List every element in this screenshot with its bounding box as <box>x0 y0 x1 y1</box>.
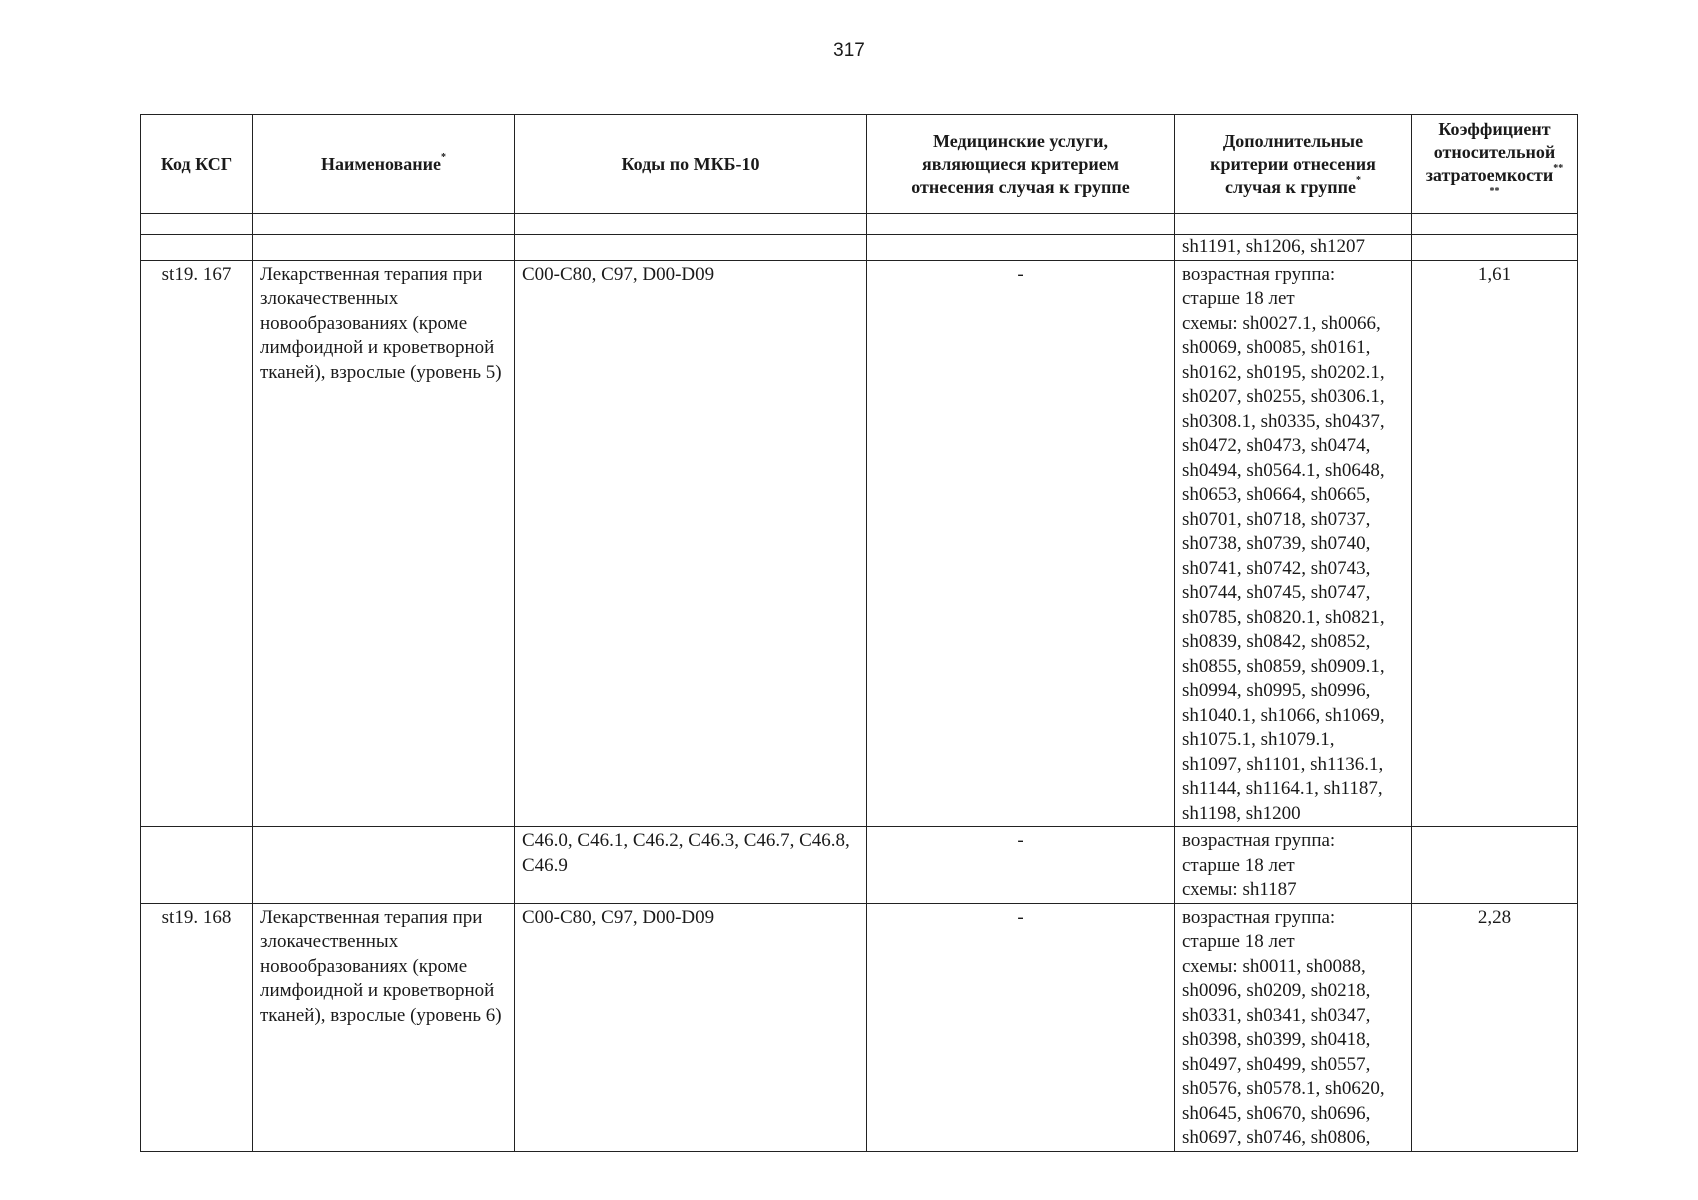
cell-services: - <box>867 903 1175 1151</box>
continuation-row <box>141 235 1578 261</box>
header-mkb: Коды по МКБ-10 <box>515 115 867 214</box>
cell-mkb: C46.0, C46.1, C46.2, C46.3, C46.7, C46.8, C46.9 <box>515 827 867 904</box>
header-code: Код КСГ <box>141 115 253 214</box>
criteria-line: sh0472, sh0473, sh0474, <box>1182 435 1371 456</box>
criteria-line: sh1097, sh1101, sh1136.1, <box>1182 753 1384 775</box>
criteria-line: sh0494, sh0564.1, sh0648, <box>1182 459 1385 481</box>
cell-coef: 1,61 <box>1412 260 1578 827</box>
criteria-line: sh0207, sh0255, sh0306.1, <box>1182 386 1385 407</box>
criteria-line: sh0855, sh0859, sh0909.1, <box>1182 655 1385 677</box>
footnote-mark: * <box>441 151 446 163</box>
cell-mkb: C00-C80, C97, D00-D09 <box>515 903 867 1151</box>
criteria-line: старше 18 лет <box>1182 931 1295 952</box>
header-coef: Коэффициент относительной затратоемкости** ** <box>1412 115 1578 214</box>
cell-criteria <box>1175 827 1412 904</box>
criteria-line: возрастная группа: <box>1182 906 1336 928</box>
criteria-line: старше 18 лет <box>1182 854 1295 876</box>
table-row <box>141 260 1578 827</box>
header-name: Наименование* <box>253 115 515 214</box>
criteria-line: sh0497, sh0499, sh0557, <box>1182 1053 1371 1075</box>
criteria-line: sh1144, sh1164.1, sh1187, <box>1182 778 1383 799</box>
cell-criteria <box>1175 903 1412 1151</box>
cell-coef: 2,28 <box>1412 903 1578 1151</box>
cell-coef <box>1412 827 1578 904</box>
criteria-line: sh0331, sh0341, sh0347, <box>1182 1004 1371 1026</box>
cell-services: - <box>867 827 1175 904</box>
spacer-row <box>141 214 1578 235</box>
cell-code <box>141 827 253 904</box>
criteria-line: sh0738, sh0739, sh0740, <box>1182 533 1371 554</box>
criteria-line: sh0308.1, sh0335, sh0437, <box>1182 410 1385 432</box>
cell-criteria <box>1175 260 1412 827</box>
criteria-line: sh0744, sh0745, sh0747, <box>1182 582 1371 603</box>
criteria-line: sh1040.1, sh1066, sh1069, <box>1182 704 1385 726</box>
cell-name: Лекарственная терапия при злокачественных новообразованиях (кроме лимфоидной и кроветворной тканей), взрослые (уровень 5) <box>253 260 515 827</box>
footnote-mark-second: ** <box>1489 186 1500 197</box>
header-criteria: Дополнительные критерии отнесения случая к группе* <box>1175 115 1412 214</box>
criteria-line: sh0697, sh0746, sh0806, <box>1182 1127 1371 1148</box>
criteria-line: старше 18 лет <box>1182 288 1295 309</box>
criteria-line: sh0701, sh0718, sh0737, <box>1182 508 1371 530</box>
criteria-line: sh0741, sh0742, sh0743, <box>1182 557 1371 579</box>
header-services: Медицинские услуги, являющиеся критерием отнесения случая к группе <box>867 115 1175 214</box>
table-header-row <box>141 115 1578 214</box>
criteria-line: sh0839, sh0842, sh0852, <box>1182 631 1371 652</box>
footnote-mark: * <box>1356 174 1362 186</box>
criteria-line: sh0576, sh0578.1, sh0620, <box>1182 1078 1385 1099</box>
cell-criteria: sh1191, sh1206, sh1207 <box>1175 235 1412 261</box>
page-number: 317 <box>833 40 865 61</box>
criteria-line: схемы: sh0011, sh0088, <box>1182 955 1366 977</box>
criteria-line: sh0096, sh0209, sh0218, <box>1182 980 1371 1001</box>
cell-code: st19. 168 <box>141 903 253 1151</box>
criteria-line: возрастная группа: <box>1182 830 1336 851</box>
criteria-line: sh1075.1, sh1079.1, <box>1182 729 1335 750</box>
criteria-line: схемы: sh0027.1, sh0066, <box>1182 312 1381 334</box>
footnote-mark: ** <box>1553 163 1564 174</box>
criteria-line: схемы: sh1187 <box>1182 879 1297 900</box>
cell-name <box>253 827 515 904</box>
criteria-line: sh0653, sh0664, sh0665, <box>1182 484 1371 505</box>
criteria-line: sh0785, sh0820.1, sh0821, <box>1182 606 1385 628</box>
criteria-line: sh0398, sh0399, sh0418, <box>1182 1029 1371 1050</box>
table-row <box>141 903 1578 1151</box>
criteria-line: sh0994, sh0995, sh0996, <box>1182 680 1371 701</box>
table-row <box>141 827 1578 904</box>
criteria-line: возрастная группа: <box>1182 263 1336 285</box>
cell-code: st19. 167 <box>141 260 253 827</box>
cell-mkb: C00-C80, C97, D00-D09 <box>515 260 867 827</box>
criteria-line: sh1198, sh1200 <box>1182 802 1301 824</box>
cell-services: - <box>867 260 1175 827</box>
ksg-table <box>140 114 1578 1152</box>
cell-name: Лекарственная терапия при злокачественных новообразованиях (кроме лимфоидной и кроветворной тканей), взрослые (уровень 6) <box>253 903 515 1151</box>
criteria-line: sh0069, sh0085, sh0161, <box>1182 337 1371 358</box>
criteria-line: sh0162, sh0195, sh0202.1, <box>1182 361 1385 383</box>
criteria-line: sh0645, sh0670, sh0696, <box>1182 1102 1371 1124</box>
